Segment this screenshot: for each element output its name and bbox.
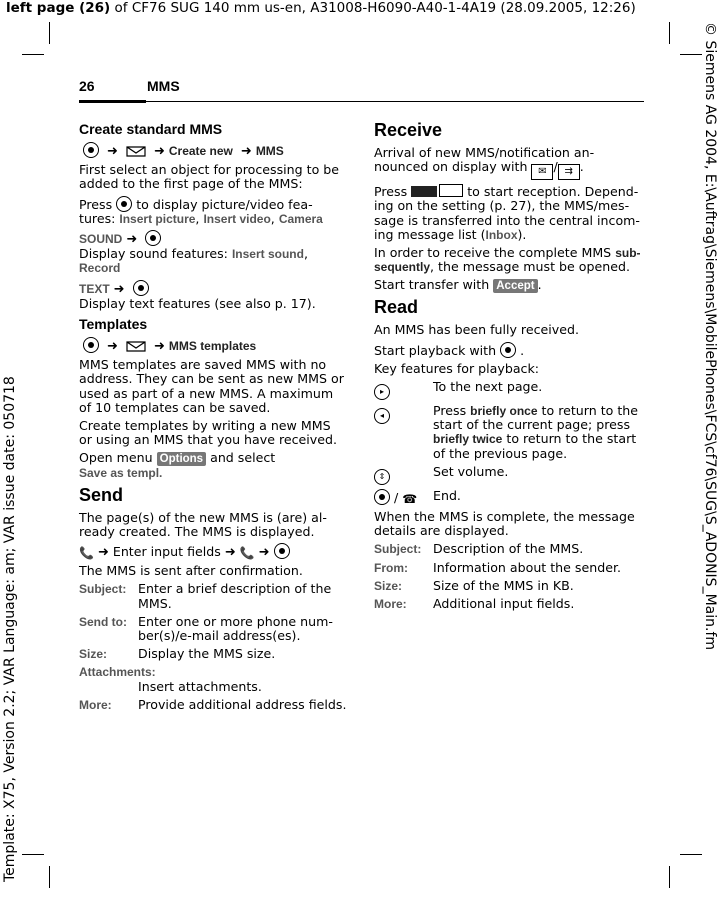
create-mms-heading: Create standard MMS [79,121,223,137]
text-path: TEXT ➜ [79,280,347,297]
read-received: An MMS has been fully received. [374,322,579,338]
template-info-vertical: Template: X75, Version 2.2; VAR Language: am; VAR issue date: 050718 [2,376,18,882]
start-transfer: Start transfer with Accept . [374,277,542,293]
receive-press: Press to start reception. Depend-ing on the setting (p. 27), the MMS/mes-sage is transferred into the central incom-ing message list (Inbox). [374,184,640,242]
receive-heading: Receive [374,120,443,140]
call-key-icon: 📞 [239,546,255,561]
read-previous: ◂ Press briefly once to return to the start of the current page; press briefly twice to return to the start of the previous page. [374,404,642,461]
page-number: 26 [79,78,95,94]
read-row-size: Size: Size of the MMS in KB. [374,577,574,593]
send-row-attachments: Attachments: Insert attachments. [79,665,262,694]
arrow-icon: ➜ [126,232,138,248]
center-key-icon [374,489,390,505]
create-path: ➜ ➜ Create new ➜ MMS [79,142,347,159]
templates-heading: Templates [79,316,148,333]
crop-mark [669,866,670,888]
arrow-icon: ➜ [153,339,165,355]
templates-desc: MMS templates are saved MMS with no address. They can be sent as new MMS or used as part of a new MMS. A maximum of 10 templates can be saved. [79,357,344,415]
nav-right-icon: ▸ [374,384,390,400]
center-key-icon [145,230,161,246]
mms-notification-icon: ⇉ [558,164,580,180]
create-intro: First select an object for processing to be added to the first page of the MMS: [79,162,340,192]
crop-mark [49,866,50,888]
arrow-icon: ➜ [97,545,109,561]
mms-envelope-icon: ✉ [531,164,553,180]
templates-create: Create templates by writing a new MMS or using an MMS that you have received. [79,418,337,448]
send-path: 📞 ➜ Enter input fields ➜ 📞 ➜ [79,543,347,560]
page-title: MMS [147,78,180,94]
sound-features: Display sound features: Insert sound, Record [79,246,308,276]
read-heading: Read [374,297,419,318]
document-source-line: left page (26) of CF76 SUG 140 mm us-en, A31008-H6090-A40-1-4A19 (28.09.2005, 12:26) [6,0,636,16]
copyright-path-vertical: © Siemens AG 2004, E:\Auftrag\Siemens\MobilePhones\FCS\cf76\SUG\S_ADONIS_Main.fm [702,22,718,651]
open-menu-line: Open menu Options and select Save as templ. [79,450,276,481]
send-row-send-to: Send to: Enter one or more phone num-ber(s)/e-mail address(es). [79,613,333,644]
accept-softkey: Accept [493,279,537,293]
arrow-icon: ➜ [107,339,118,355]
nav-left-icon: ◂ [374,408,390,424]
center-key-icon [133,280,149,296]
envelope-pen-icon [126,340,146,352]
crop-mark [680,54,702,55]
arrow-icon: ➜ [113,281,125,297]
read-volume: ⇕ Set volume. [374,465,642,485]
read-next-page: ▸ To the next page. [374,380,642,400]
arrow-icon: ➜ [153,144,165,159]
header-bar [79,100,146,103]
receive-arrival: Arrival of new MMS/notification an-nounced on display with ✉ / ⇉ . [374,146,642,180]
picture-video-features: Press to display picture/video fea-tures: Insert picture, Insert video, Camera [79,196,323,226]
read-row-subject: Subject: Description of the MMS. [374,541,584,557]
arrow-icon: ➜ [240,144,252,159]
read-playback: Start playback with . [374,342,525,358]
envelope-pen-icon [126,145,146,157]
crop-mark [669,22,670,44]
read-key-features: Key features for playback: [374,360,540,376]
send-row-more: More: Provide additional address fields. [79,696,347,712]
arrow-icon: ➜ [258,545,270,561]
options-softkey: Options [157,452,206,466]
nav-updown-icon: ⇕ [374,469,390,485]
send-row-subject: Subject: Enter a brief description of the MMS. [79,581,332,611]
end-key-icon: ☎ [402,491,418,506]
crop-mark [49,22,50,44]
send-confirm: The MMS is sent after confirmation. [79,563,303,579]
receive-subsequent: In order to receive the complete MMS sub-sequently, the message must be opened. [374,245,641,275]
send-row-size: Size: Display the MMS size. [79,646,276,662]
center-key-icon [500,342,516,358]
crop-mark [680,854,702,855]
read-row-more: More: Additional input fields. [374,596,575,612]
text-features: Display text features (see also p. 17). [79,295,316,311]
sound-path: SOUND ➜ [79,230,347,247]
read-complete: When the MMS is complete, the message details are displayed. [374,509,635,539]
crop-mark [22,854,44,855]
send-heading: Send [79,484,124,505]
left-softkey-icon [411,186,437,197]
center-key-icon [83,337,99,353]
right-column [374,120,642,615]
header-rule [79,101,644,102]
arrow-icon: ➜ [224,545,236,561]
read-end: / ☎ End. [374,489,642,506]
center-key-icon [274,543,290,559]
center-key-icon [116,196,132,212]
send-desc: The page(s) of the new MMS is (are) al-ready created. The MMS is displayed. [79,509,327,539]
read-row-from: From: Information about the sender. [374,559,621,575]
call-key-icon: 📞 [79,546,94,561]
arrow-icon: ➜ [107,144,118,159]
center-key-icon [83,142,99,158]
right-softkey-icon [439,184,463,197]
templates-path: ➜ ➜ MMS templates [79,337,347,354]
crop-mark [22,54,44,55]
left-column [79,120,347,716]
